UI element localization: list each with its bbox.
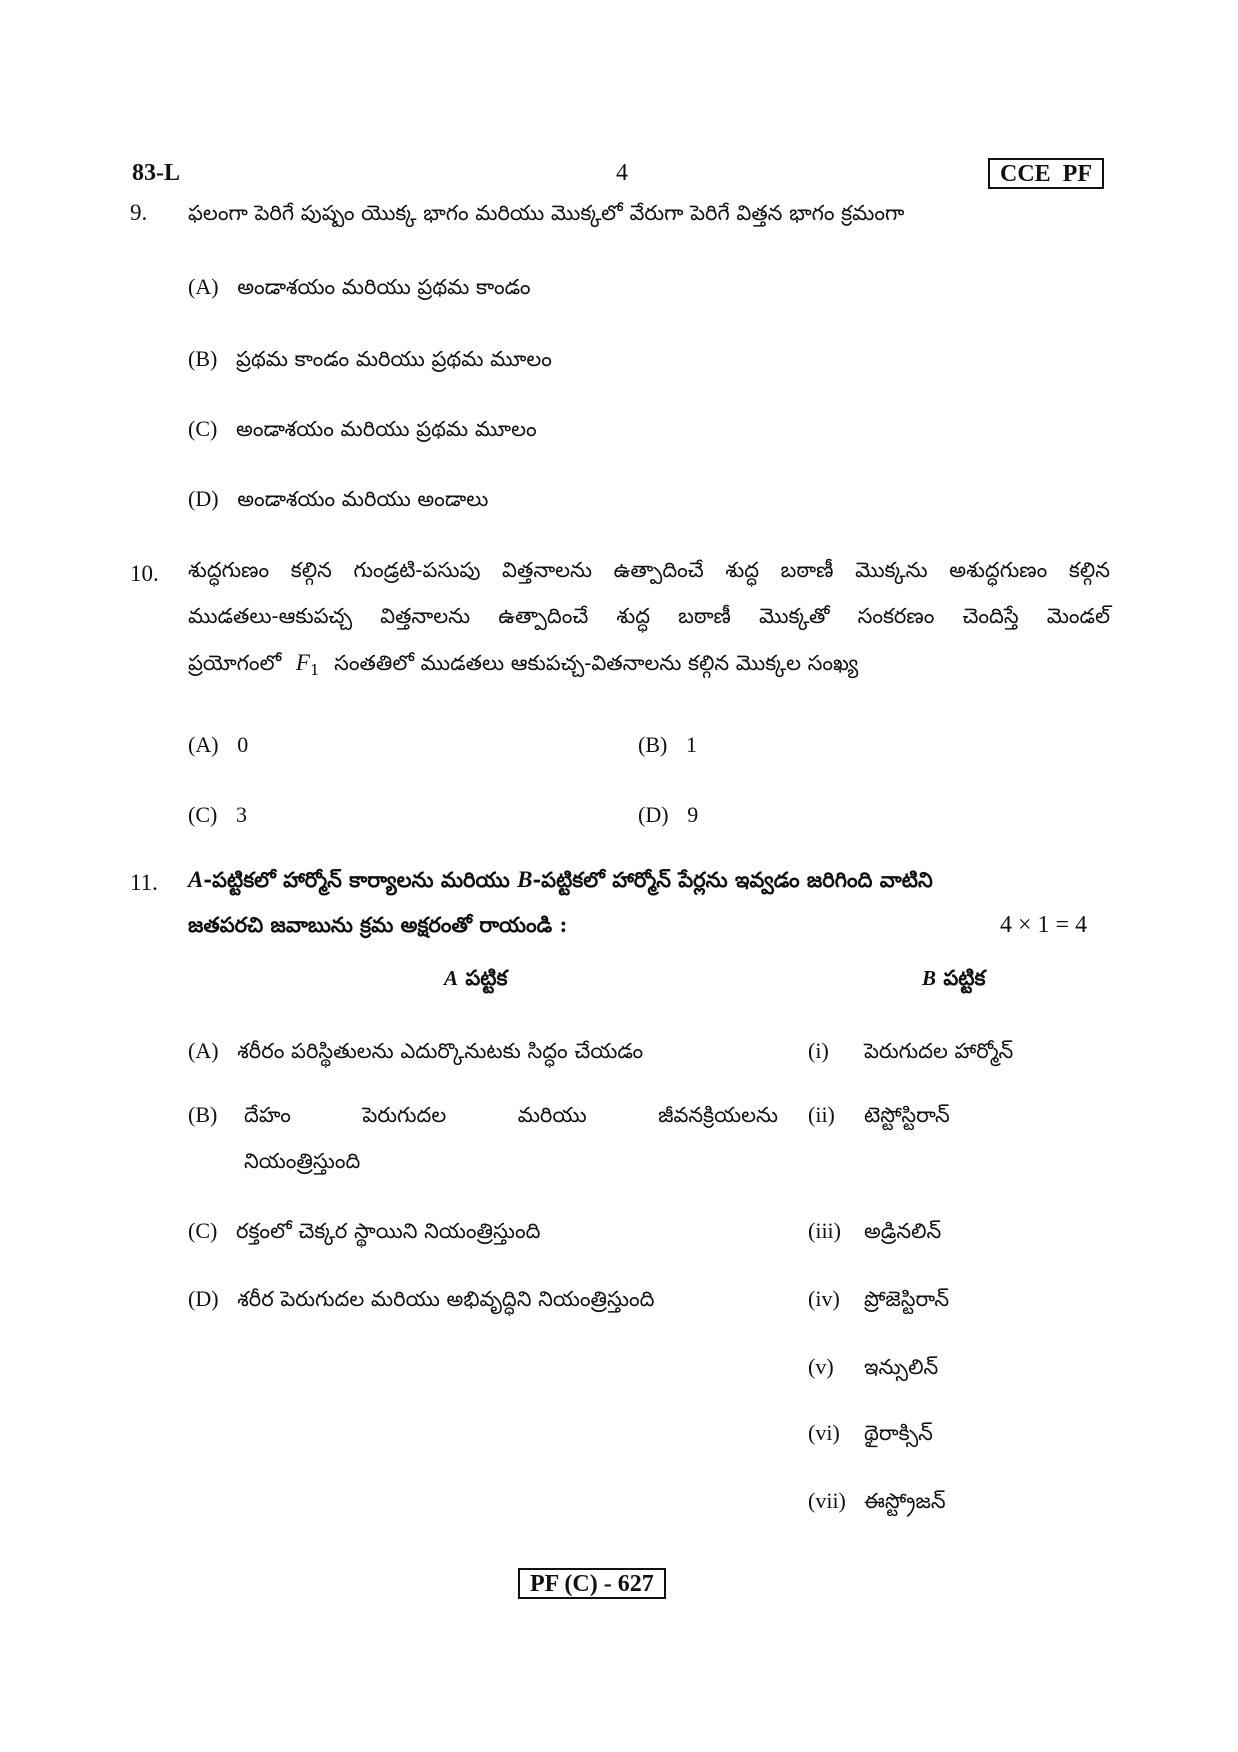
- page-number: 4: [616, 160, 628, 186]
- option-label: (A): [188, 732, 219, 757]
- q10-line-3-start: ప్రయోగంలో: [188, 651, 282, 675]
- q11-line-1: [188, 857, 1110, 902]
- option-text: అండాశయం మరియు ప్రథమ మూలం: [236, 417, 537, 441]
- series-box: CCE PF: [988, 158, 1104, 189]
- column-b-item-vi: [808, 1418, 933, 1448]
- paper-code: 83-L: [132, 160, 180, 186]
- option-label: (vi): [808, 1420, 840, 1445]
- option-label: (v): [808, 1354, 834, 1379]
- q10-line-3: [188, 640, 1110, 693]
- q10-line-3-end: సంతతిలో ముడతలు ఆకుపచ్చ-వితనాలను కల్గిన మొక్కల సంఖ్య: [334, 651, 859, 675]
- column-b-letter: B: [922, 966, 937, 990]
- q10-option-c: [188, 800, 247, 830]
- option-label: (A): [188, 274, 219, 299]
- option-text: టెస్టోస్టిరాన్: [864, 1103, 950, 1127]
- f1-subscript: 1: [309, 661, 320, 679]
- option-label: (B): [638, 732, 668, 757]
- footer-code-box: PF (C) - 627: [518, 1568, 666, 1599]
- q11-line-1-a: -పట్టికలో హార్మోన్ కార్యాలను మరియు: [203, 867, 510, 892]
- option-text: 9: [687, 802, 699, 827]
- option-label: (C): [188, 1218, 218, 1243]
- column-a-word: పట్టిక: [465, 965, 508, 990]
- q11-line-2: జతపరచి జవాబును క్రమ అక్షరంతో రాయండి :: [188, 912, 568, 937]
- option-text-line-1: దేహం పెరుగుదల మరియు జీవనక్రియలను: [244, 1103, 778, 1127]
- column-a-letter: A: [444, 966, 459, 990]
- q10-line-2: ముడతలు-ఆకుపచ్చ విత్తనాలను ఉత్పాదించే శుద్ధ బఠాణీ మొక్కతో సంకరణం చెందిస్తే మెండల్: [188, 604, 1110, 628]
- option-label: (vii): [808, 1488, 846, 1513]
- q10-option-d: [638, 800, 698, 830]
- option-label: (iii): [808, 1218, 841, 1243]
- option-label: (B): [188, 1102, 218, 1127]
- column-b-word: పట్టిక: [943, 965, 986, 990]
- option-label: (D): [188, 486, 219, 511]
- option-label: (A): [188, 1038, 219, 1063]
- option-text: ప్రథమ కాండం మరియు ప్రథమ మూలం: [236, 347, 552, 371]
- option-label: (D): [638, 802, 669, 827]
- q9-option-a: [188, 272, 531, 302]
- option-label: (C): [188, 416, 218, 441]
- column-b-item-vii: [808, 1486, 946, 1516]
- option-text: అండాశయం మరియు ప్రథమ కాండం: [237, 275, 531, 299]
- column-b-item-v: [808, 1352, 938, 1382]
- q9-text: ఫలంగా పెరిగే పుష్పం యొక్క భాగం మరియు మొక్కలో వేరుగా పెరిగే విత్తన భాగం క్రమంగా: [188, 201, 905, 225]
- b-letter: B: [517, 867, 533, 892]
- option-label: (C): [188, 802, 218, 827]
- q11-number: 11.: [130, 870, 158, 895]
- option-text: అండాశయం మరియు అండాలు: [237, 487, 489, 511]
- f1-symbol: F: [295, 650, 310, 675]
- q10-number: 10.: [130, 561, 159, 586]
- column-b-item-ii: [808, 1100, 950, 1130]
- a-letter: A: [188, 867, 204, 892]
- option-text: 0: [237, 732, 249, 757]
- option-text: పెరుగుదల హార్మోన్: [864, 1039, 1014, 1063]
- option-text: రక్తంలో చెక్కర స్థాయిని నియంత్రిస్తుంది: [236, 1219, 541, 1243]
- q9-option-b: [188, 344, 552, 374]
- column-a-item-b: [188, 1100, 778, 1176]
- column-a-item-c: [188, 1216, 540, 1246]
- option-text: 3: [236, 802, 248, 827]
- q10-option-b: [638, 730, 697, 760]
- column-b-item-iii: [808, 1216, 941, 1246]
- option-text: థైరాక్సిన్: [864, 1421, 933, 1445]
- option-text: శరీర పెరుగుదల మరియు అభివృద్ధిని నియంత్రిస్తుంది: [237, 1287, 655, 1311]
- column-b-item-i: [808, 1036, 1013, 1066]
- q10-option-a: [188, 730, 248, 760]
- column-b-heading: [922, 965, 985, 996]
- option-label: (iv): [808, 1286, 840, 1311]
- option-text: 1: [686, 732, 698, 757]
- option-label: (D): [188, 1286, 219, 1311]
- option-text: ప్రోజెస్టిరాన్: [864, 1287, 950, 1311]
- q11-line-1-b: -పట్టికలో హార్మోన్ పేర్లను ఇవ్వడం జరిగింది వాటిని: [532, 867, 933, 892]
- column-a-item-d: [188, 1284, 654, 1314]
- option-label: (B): [188, 346, 218, 371]
- q11-marks: 4 × 1 = 4: [1000, 912, 1088, 938]
- option-text: శరీరం పరిస్థితులను ఎదుర్కొనుటకు సిద్ధం చేయడం: [237, 1039, 644, 1063]
- option-text: ఇన్సులిన్: [864, 1355, 939, 1379]
- column-a-item-a: [188, 1036, 643, 1066]
- q9-number: 9.: [130, 200, 148, 225]
- option-text-line-2: నియంత్రిస్తుంది: [244, 1149, 361, 1173]
- option-text: అడ్రినలిన్: [864, 1219, 942, 1243]
- option-label: (i): [808, 1038, 829, 1063]
- option-text: ఈస్ట్రోజన్: [864, 1489, 946, 1513]
- q9-option-d: [188, 484, 488, 514]
- column-a-heading: [444, 965, 507, 996]
- option-label: (ii): [808, 1102, 835, 1127]
- column-b-item-iv: [808, 1284, 949, 1314]
- q10-line-1: శుద్ధగుణం కల్గిన గుండ్రటి-పసుపు విత్తనాలను ఉత్పాదించే శుద్ధ బఠాణీ మొక్కను అశుద్ధగుణం కల్గిన: [188, 558, 1110, 582]
- q9-option-c: [188, 414, 537, 444]
